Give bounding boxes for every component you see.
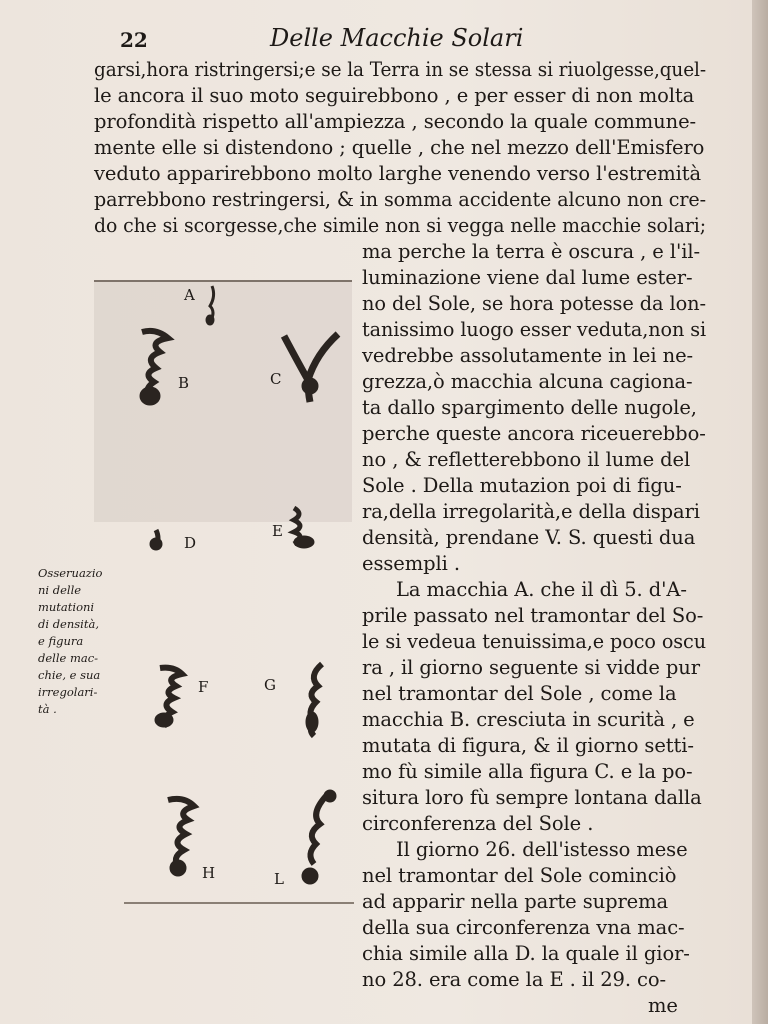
text-line: La macchia A. che il dì 5. d'A- [396, 578, 687, 601]
margin-note-line: chie, e sua [38, 668, 101, 682]
margin-note-line: irregolari- [38, 685, 98, 699]
text-line: tanissimo luogo esser veduta,non si [362, 318, 706, 341]
text-line: della sua circonferenza vna mac- [362, 916, 685, 939]
sunspot-c-icon [284, 334, 338, 402]
text-line: ma perche la terra è oscura , e l'il- [362, 240, 700, 263]
text-line: garsi,hora ristringersi;e se la Terra in se stessa si riuolgesse,quel- [94, 58, 706, 81]
text-line: chia simile alla D. la quale il gior- [362, 942, 690, 965]
text-line: ta dallo spargimento delle nugole, [362, 396, 697, 419]
text-line: perche queste ancora riceuerebbo- [362, 422, 706, 445]
text-line: situra loro fù sempre lontana dalla [362, 786, 702, 809]
text-line: le si vedeua tenuissima,e poco oscu [362, 630, 706, 653]
sunspot-figure [94, 272, 356, 912]
text-line: do che si scorgesse,che simile non si vegga nelle macchie solari; [94, 214, 706, 237]
sunspot-g-icon [306, 664, 322, 736]
figure-label-h: H [202, 864, 216, 882]
next-page-edge [752, 0, 768, 1024]
text-line: ra,della irregolarità,e della dispari [362, 500, 700, 523]
page-number: 22 [120, 28, 148, 52]
sunspot-a-icon [206, 286, 214, 325]
text-line: veduto apparirebbono molto larghe venendo verso l'estremità [94, 162, 702, 185]
text-line: me [648, 994, 678, 1017]
figure-label-a: A [184, 286, 195, 304]
text-line: parrebbono restringersi, & in somma accidente alcuno non cre- [94, 188, 706, 211]
text-line: mo fù simile alla figura C. e la po- [362, 760, 693, 783]
text-line: mente elle si distendono ; quelle , che nel mezzo dell'Emisfero [94, 136, 705, 159]
figure-label-f: F [198, 678, 209, 696]
figure-label-l: L [274, 870, 284, 888]
text-line: nel tramontar del Sole cominciò [362, 864, 677, 887]
text-line: Il giorno 26. dell'istesso mese [396, 838, 688, 861]
margin-note-line: delle mac- [38, 651, 99, 665]
sunspot-l-icon [302, 790, 336, 884]
text-line: profondità rispetto all'ampiezza , secondo la quale commune- [94, 110, 697, 133]
margin-note-line: ni delle [38, 583, 82, 597]
margin-note-line: di densità, [38, 617, 99, 631]
sunspot-h-icon [168, 799, 194, 876]
page-header [120, 24, 640, 54]
sunspot-f-icon [155, 668, 182, 727]
margin-note-line: tà . [38, 702, 57, 716]
text-line: circonferenza del Sole . [362, 812, 594, 835]
sunspot-d-icon [150, 530, 162, 550]
figure-bottom-rule [124, 902, 354, 904]
sunspot-b-icon [140, 331, 168, 405]
text-line: macchia B. cresciuta in scurità , e [362, 708, 695, 731]
figure-label-g: G [264, 676, 276, 694]
margin-note-line: e figura [38, 634, 84, 648]
text-line: densità, prendane V. S. questi dua [362, 526, 696, 549]
text-line: ad apparir nella parte suprema [362, 890, 669, 913]
text-line: Sole . Della mutazion poi di figu- [362, 474, 682, 497]
running-title: Delle Macchie Solari [270, 24, 524, 52]
text-line: no del Sole, se hora potesse da lon- [362, 292, 706, 315]
sunspot-e-icon [294, 508, 314, 548]
text-line: no 28. era come la E . il 29. co- [362, 968, 667, 991]
text-line: grezza,ò macchia alcuna cagiona- [362, 370, 693, 393]
text-line: mutata di figura, & il giorno setti- [362, 734, 694, 757]
text-line: essempli . [362, 552, 460, 575]
text-line: prile passato nel tramontar del So- [362, 604, 704, 627]
figure-label-d: D [184, 534, 197, 552]
text-line: le ancora il suo moto seguirebbono , e per esser di non molta [94, 84, 695, 107]
text-line: ra , il giorno seguente si vidde pur [362, 656, 700, 679]
margin-note-line: Osseruazio [38, 566, 103, 580]
text-line: vedrebbe assolutamente in lei ne- [362, 344, 693, 367]
figure-label-c: C [270, 370, 282, 388]
text-line: nel tramontar del Sole , come la [362, 682, 677, 705]
margin-note-line: mutationi [38, 600, 95, 614]
text-line: no , & refletterebbono il lume del [362, 448, 691, 471]
sunspot-drawings [94, 272, 356, 912]
figure-label-e: E [272, 522, 283, 540]
text-line: luminazione viene dal lume ester- [362, 266, 693, 289]
figure-label-b: B [178, 374, 190, 392]
